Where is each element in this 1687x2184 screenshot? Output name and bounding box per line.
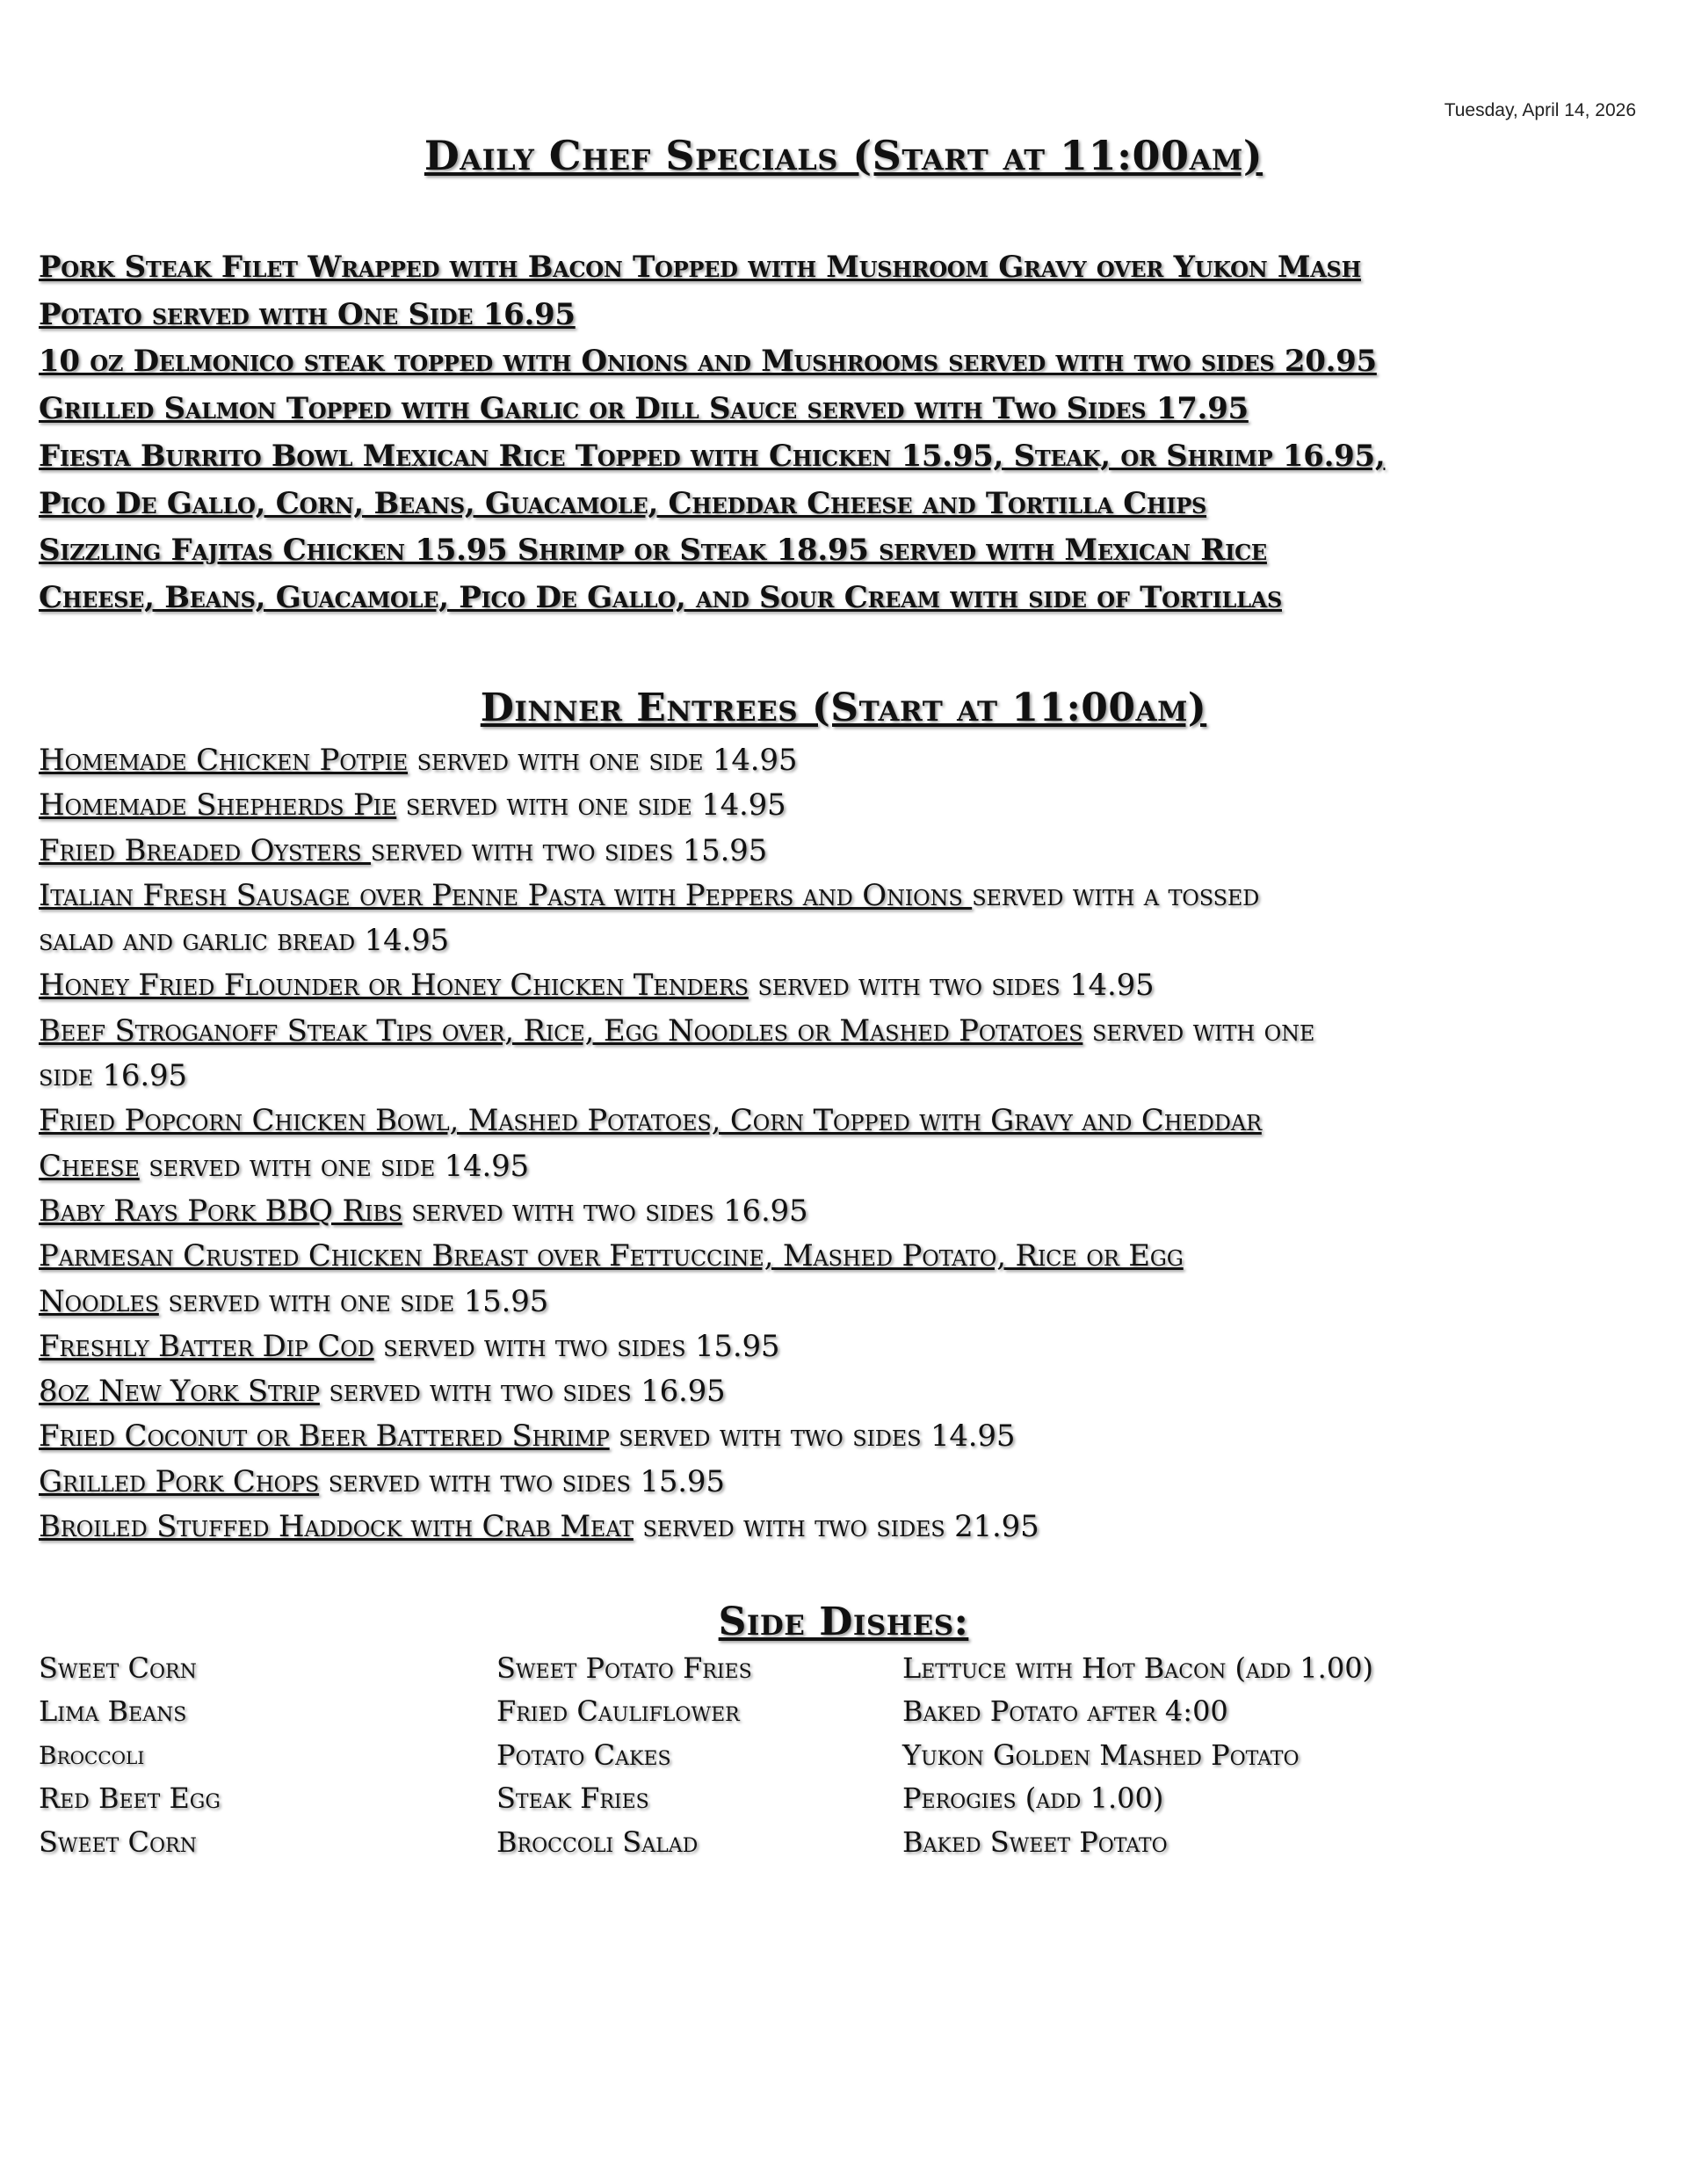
entree-line <box>39 738 1655 783</box>
entree-detail: served with a tossed <box>972 877 1260 913</box>
entree-line <box>39 783 1655 828</box>
side-dish-item: Baked Potato after 4:00 <box>902 1694 1228 1729</box>
entree-detail: side 16.95 <box>39 1058 187 1094</box>
sides-column-2 <box>496 1647 752 1864</box>
side-dish-item: Sweet Potato Fries <box>496 1651 752 1685</box>
entree-name: Parmesan Crusted Chicken Breast over Fettuccine, Mashed Potato, Rice or Egg <box>39 1238 1184 1274</box>
specials-list <box>39 244 1655 622</box>
side-dish-item: Sweet Corn <box>39 1651 197 1685</box>
entree-detail: served with two sides 15.95 <box>371 832 768 868</box>
entree-detail: served with two sides 14.95 <box>609 1419 1016 1455</box>
entree-detail: served with two sides 15.95 <box>373 1328 780 1364</box>
entree-detail: served with one <box>1082 1012 1315 1048</box>
entree-detail: served with two sides 15.95 <box>319 1463 725 1499</box>
side-dish-item: Yukon Golden Mashed Potato <box>902 1738 1300 1772</box>
side-dish-item: Steak Fries <box>496 1781 649 1816</box>
entree-detail: served with two sides 21.95 <box>633 1509 1039 1545</box>
menu-date: Tuesday, April 14, 2026 <box>1444 100 1636 120</box>
entree-line <box>39 1369 1655 1414</box>
entree-detail: served with one side 14.95 <box>408 743 798 778</box>
entree-name: Homemade Shepherds Pie <box>39 787 397 824</box>
side-dish-item: Baked Sweet Potato <box>902 1825 1168 1859</box>
side-dish-item: Lima Beans <box>39 1694 187 1729</box>
entree-line <box>39 1009 1655 1054</box>
entree-detail: served with one side 15.95 <box>158 1283 549 1319</box>
side-dish-item: Lettuce with Hot Bacon (add 1.00) <box>902 1651 1374 1685</box>
entree-name: Homemade Chicken Potpie <box>39 743 409 778</box>
entree-name: Fried Coconut or Beer Battered Shrimp <box>39 1419 610 1455</box>
special-line: 10 oz Delmonico steak topped with Onions and Mushrooms served with two sides 20.95 <box>39 344 1377 380</box>
entree-line <box>39 1414 1655 1459</box>
entree-name: Honey Fried Flounder or Honey Chicken Tenders <box>39 968 749 1004</box>
entree-detail: salad and garlic bread 14.95 <box>39 923 449 959</box>
entree-line <box>39 1099 1655 1143</box>
entree-line <box>39 918 1655 963</box>
side-dish-item: Broccoli <box>39 1740 145 1770</box>
entree-name: Freshly Batter Dip Cod <box>39 1328 374 1364</box>
side-dish-item: Perogies (add 1.00) <box>902 1781 1164 1816</box>
special-line: Pico De Gallo, Corn, Beans, Guacamole, Cheddar Cheese and Tortilla Chips <box>39 485 1207 521</box>
sides-heading: Side Dishes: <box>718 1600 969 1644</box>
special-line: Fiesta Burrito Bowl Mexican Rice Topped with Chicken 15.95, Steak, or Shrimp 16.95, <box>39 438 1386 474</box>
entree-line <box>39 1144 1655 1189</box>
entrees-list <box>39 738 1655 1549</box>
entree-detail: served with two sides 14.95 <box>748 968 1155 1004</box>
side-dish-item: Potato Cakes <box>496 1738 671 1772</box>
sides-column-1 <box>39 1647 221 1864</box>
entree-detail: served with two sides 16.95 <box>402 1193 808 1229</box>
side-dish-item: Sweet Corn <box>39 1825 197 1859</box>
entree-name: 8oz New York Strip <box>39 1374 320 1410</box>
side-dish-item: Red Beet Egg <box>39 1781 221 1816</box>
entree-name: Beef Stroganoff Steak Tips over, Rice, Egg Noodles or Mashed Potatoes <box>39 1012 1083 1048</box>
entree-name: Fried Popcorn Chicken Bowl, Mashed Potatoes, Corn Topped with Gravy and Cheddar <box>39 1103 1262 1139</box>
special-line: Grilled Salmon Topped with Garlic or Dill Sauce served with Two Sides 17.95 <box>39 391 1249 427</box>
specials-heading: Daily Chef Specials (Start at 11:00am) <box>424 132 1263 179</box>
entree-detail: served with one side 14.95 <box>396 787 786 824</box>
sides-column-3 <box>902 1647 1373 1864</box>
entree-detail: served with two sides 16.95 <box>319 1374 726 1410</box>
entree-name: Baby Rays Pork BBQ Ribs <box>39 1193 402 1229</box>
entree-name: Broiled Stuffed Haddock with Crab Meat <box>39 1509 634 1545</box>
entree-name: Grilled Pork Chops <box>39 1463 320 1499</box>
entree-line <box>39 874 1655 918</box>
entree-name: Fried Breaded Oysters <box>39 832 372 868</box>
entree-line <box>39 963 1655 1008</box>
special-line: Cheese, Beans, Guacamole, Pico De Gallo, and Sour Cream with side of Tortillas <box>39 579 1282 615</box>
special-line: Pork Steak Filet Wrapped with Bacon Topped with Mushroom Gravy over Yukon Mash <box>39 250 1361 285</box>
entree-detail: served with one side 14.95 <box>139 1148 529 1184</box>
entree-name: Noodles <box>39 1283 159 1319</box>
special-line: Potato served with One Side 16.95 <box>39 296 576 332</box>
entree-name: Italian Fresh Sausage over Penne Pasta with Peppers and Onions <box>39 877 973 913</box>
entree-line <box>39 1324 1655 1369</box>
side-dish-item: Broccoli Salad <box>496 1825 699 1859</box>
special-line: Sizzling Fajitas Chicken 15.95 Shrimp or Steak 18.95 served with Mexican Rice <box>39 533 1267 569</box>
entree-line <box>39 829 1655 874</box>
entree-line <box>39 1280 1655 1324</box>
side-dish-item: Fried Cauliflower <box>496 1694 740 1729</box>
entree-line <box>39 1234 1655 1279</box>
entrees-heading: Dinner Entrees (Start at 11:00am) <box>480 686 1207 730</box>
entree-line <box>39 1460 1655 1505</box>
entree-line <box>39 1189 1655 1234</box>
entree-line <box>39 1054 1655 1099</box>
entree-line <box>39 1505 1655 1549</box>
entree-name: Cheese <box>39 1148 140 1184</box>
